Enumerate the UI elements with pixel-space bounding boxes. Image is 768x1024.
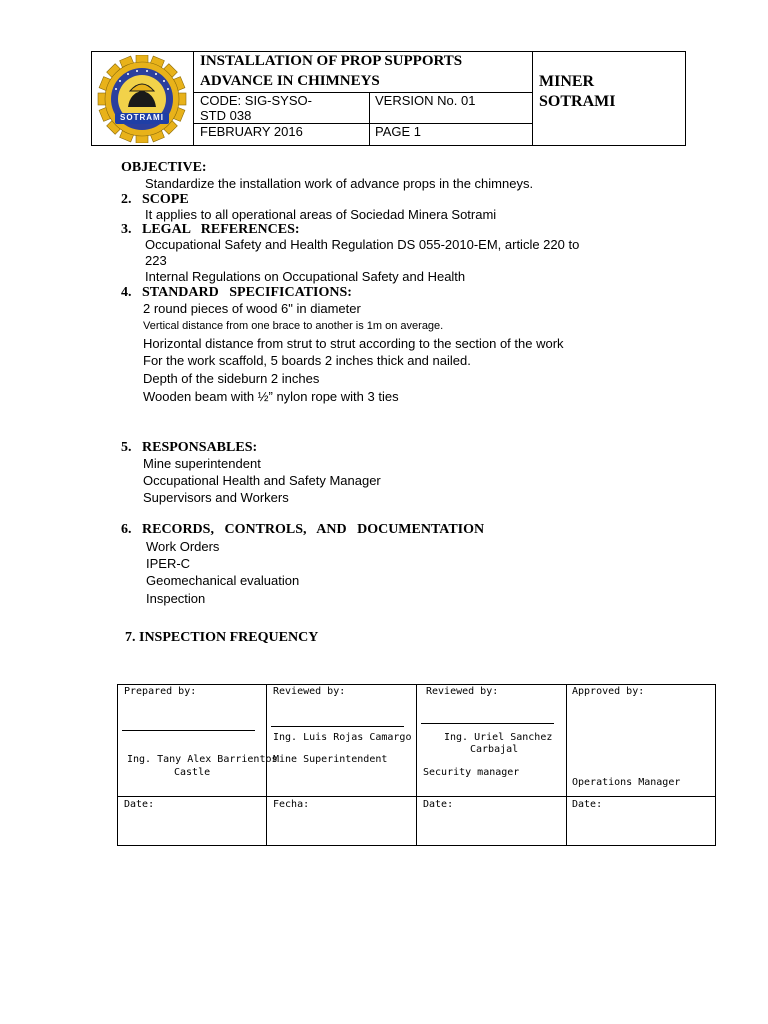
sotrami-logo <box>97 55 187 143</box>
scope-text: It applies to all operational areas of Sociedad Minera Sotrami <box>145 207 497 222</box>
preparer-name-line1: Ing. Tany Alex Barrientos <box>127 754 278 765</box>
reviewer-1-name: Ing. Luis Rojas Camargo <box>273 732 412 743</box>
document-title-line2: ADVANCE IN CHIMNEYS <box>200 73 380 89</box>
date-field-4: Date: <box>572 799 603 810</box>
document-code-line2: STD 038 <box>200 108 252 123</box>
document-title-line1: INSTALLATION OF PROP SUPPORTS <box>200 53 463 69</box>
list-item: Occupational Health and Safety Manager <box>143 473 381 488</box>
approver-role: Operations Manager <box>572 777 681 788</box>
scope-number: 2. <box>121 192 132 207</box>
list-item: Depth of the sideburn 2 inches <box>143 371 320 386</box>
preparer-name-line2: Castle <box>174 767 211 778</box>
reviewer-2-name-line2: Carbajal <box>470 744 519 755</box>
table-divider <box>118 796 715 797</box>
signature-table <box>117 684 716 846</box>
list-item: Vertical distance from one brace to another is 1m on average. <box>143 320 444 332</box>
scope-heading: SCOPE <box>142 192 189 207</box>
prepared-by-label: Prepared by: <box>124 686 197 697</box>
document-version: VERSION No. 01 <box>375 93 476 108</box>
resp-heading: RESPONSABLES: <box>142 440 258 455</box>
reviewed-by-label-1: Reviewed by: <box>273 686 346 697</box>
header-divider <box>532 52 533 145</box>
spec-number: 4. <box>121 285 132 300</box>
document-date: FEBRUARY 2016 <box>200 124 303 139</box>
legal-heading: LEGAL REFERENCES: <box>142 222 300 237</box>
list-item: 2 round pieces of wood 6" in diameter <box>143 301 361 316</box>
document-code-line1: CODE: SIG-SYSO- <box>200 93 312 108</box>
list-item: For the work scaffold, 5 boards 2 inches thick and nailed. <box>143 353 471 368</box>
table-divider <box>566 685 567 845</box>
legal-text-2: Internal Regulations on Occupational Safety and Health <box>145 269 466 284</box>
list-item: IPER-C <box>146 556 191 571</box>
list-item: Supervisors and Workers <box>143 490 289 505</box>
list-item: Work Orders <box>146 539 220 554</box>
reviewer-2-name-line1: Ing. Uriel Sanchez <box>444 732 553 743</box>
spec-heading: STANDARD SPECIFICATIONS: <box>142 285 352 300</box>
reviewer-1-role: Mine Superintendent <box>273 754 388 765</box>
signature-line <box>122 730 255 731</box>
list-item: Geomechanical evaluation <box>146 573 300 588</box>
inspection-heading: 7. INSPECTION FREQUENCY <box>125 630 319 645</box>
company-name-line1: MINER <box>539 73 595 90</box>
date-field-2: Fecha: <box>273 799 310 810</box>
list-item: Wooden beam with ½” nylon rope with 3 ties <box>143 389 399 404</box>
objective-text: Standardize the installation work of advance props in the chimneys. <box>145 176 534 191</box>
header-divider <box>193 52 194 145</box>
date-field-3: Date: <box>423 799 454 810</box>
records-heading: RECORDS, CONTROLS, AND DOCUMENTATION <box>142 522 485 537</box>
date-field-1: Date: <box>124 799 155 810</box>
signature-line <box>271 726 404 727</box>
table-divider <box>416 685 417 845</box>
records-number: 6. <box>121 522 132 537</box>
legal-number: 3. <box>121 222 132 237</box>
document-header <box>91 51 686 146</box>
document-page: PAGE 1 <box>375 124 422 139</box>
logo-banner-text: SOTRAMI <box>120 113 164 122</box>
legal-text-1b: 223 <box>145 253 167 268</box>
header-divider <box>369 93 370 145</box>
legal-text-1a: Occupational Safety and Health Regulation DS 055-2010-EM, article 220 to <box>145 237 580 252</box>
list-item: Horizontal distance from strut to strut according to the section of the work <box>143 336 564 351</box>
reviewer-2-role: Security manager <box>423 767 520 778</box>
approved-by-label: Approved by: <box>572 686 645 697</box>
list-item: Inspection <box>146 591 206 606</box>
company-name-line2: SOTRAMI <box>539 93 616 110</box>
table-divider <box>266 685 267 845</box>
list-item: Mine superintendent <box>143 456 261 471</box>
resp-number: 5. <box>121 440 132 455</box>
signature-line <box>421 723 554 724</box>
reviewed-by-label-2: Reviewed by: <box>426 686 499 697</box>
objective-heading: OBJECTIVE: <box>121 160 207 175</box>
